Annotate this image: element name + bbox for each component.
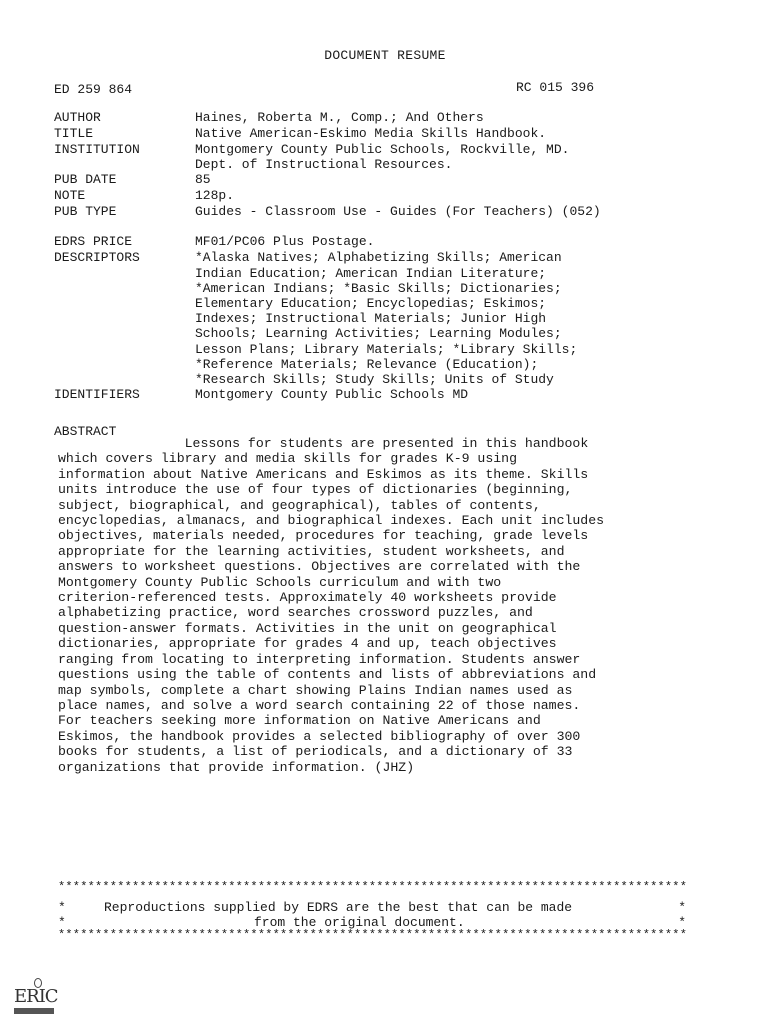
field-label: EDRS PRICE: [54, 234, 133, 250]
field-identifiers: [54, 387, 714, 403]
field-label: AUTHOR: [54, 110, 101, 125]
field-descriptors: [54, 250, 714, 387]
star-right: *: [678, 900, 686, 915]
star-border-top: *************************************************************************************: [58, 880, 688, 894]
field-value: Montgomery County Public Schools, Rockville, MD. Dept. of Instructional Resources.: [195, 142, 570, 173]
field-note: [54, 188, 714, 204]
abstract-label: ABSTRACT: [54, 424, 117, 439]
eric-logo: [12, 978, 58, 1016]
field-title: [54, 126, 714, 142]
field-value: 128p.: [195, 188, 235, 204]
ed-number: ED 259 864: [54, 82, 133, 97]
field-label: IDENTIFIERS: [54, 387, 140, 403]
field-label: DESCRIPTORS: [54, 250, 140, 266]
logo-bar: [14, 1008, 54, 1014]
field-label: PUB DATE: [54, 172, 117, 188]
field-value: Guides - Classroom Use - Guides (For Teachers) (052): [195, 204, 601, 220]
metadata-fields: [54, 110, 714, 403]
field-value: Native American-Eskimo Media Skills Handbook.: [195, 126, 547, 141]
field-author: [54, 110, 714, 126]
rc-number: RC 015 396: [516, 80, 595, 95]
notice-line-1: Reproductions supplied by EDRS are the best that can be made: [104, 900, 573, 915]
field-value: *Alaska Natives; Alphabetizing Skills; American Indian Education; American Indian Literature; *American Indians; *Basic Skills; Dictionaries; Elementary Education; Encyclopedias; Eskimos; Indexes; Instructional Materials; Junior High Schools; Learning Activities; Learning Modules; Lesson Plans; Library Materials; *Library Skills; *Reference Materials; Relevance (Education); *Research Skills; Study Skills; Units of Study: [195, 250, 578, 388]
field-pub-date: [54, 172, 714, 188]
field-institution: [54, 142, 714, 172]
field-edrs-price: [54, 234, 714, 250]
notice-line-2: from the original document.: [254, 915, 465, 930]
field-value: Montgomery County Public Schools MD: [195, 387, 469, 403]
field-value: 85: [195, 172, 211, 188]
reproduction-notice: [58, 900, 698, 930]
spacer: [54, 220, 714, 234]
field-value: MF01/PC06 Plus Postage.: [195, 234, 375, 250]
field-value: Haines, Roberta M., Comp.; And Others: [195, 110, 484, 125]
field-label: PUB TYPE: [54, 204, 117, 220]
field-pub-type: [54, 204, 714, 220]
field-label: TITLE: [54, 126, 94, 141]
star-left: *: [58, 900, 66, 915]
field-label: INSTITUTION: [54, 142, 140, 157]
document-title: DOCUMENT RESUME: [324, 48, 446, 63]
star-right: *: [678, 915, 686, 930]
abstract-text: Lessons for students are presented in this handbook which covers library and media skills for grades K-9 using information about Native Americans and Eskimos as its theme. Skills units introduce the use of four types of dictionaries (beginning, subject, biographical, and geographical), tables of contents, encyclopedias, almanacs, and biographical indexes. Each unit includes objectives, materials needed, procedures for teaching, grade levels appropriate for the learning activities, student worksheets, and answers to worksheet questions. Objectives are correlated with the Montgomery County Public Schools curriculum and with two criterion-referenced tests. Approximately 40 worksheets provide alphabetizing practice, word searches crossword puzzles, and question-answer formats. Activities in the unit on geographical dictionaries, appropriate for grades 4 and up, teach objectives ranging from locating to interpreting information. Students answer questions using the table of contents and lists of abbreviations and map symbols, complete a chart showing Plains Indian names used as place names, and solve a word search containing 22 of those names. For teachers seeking more information on Native Americans and Eskimos, the handbook provides a selected bibliography of over 300 books for students, a list of periodicals, and a dictionary of 33 organizations that provide information. (JHZ): [58, 436, 605, 775]
star-border-bottom: *************************************************************************************: [58, 928, 688, 942]
field-label: NOTE: [54, 188, 86, 204]
star-left: *: [58, 915, 66, 930]
logo-text: ERIC: [14, 986, 58, 1007]
